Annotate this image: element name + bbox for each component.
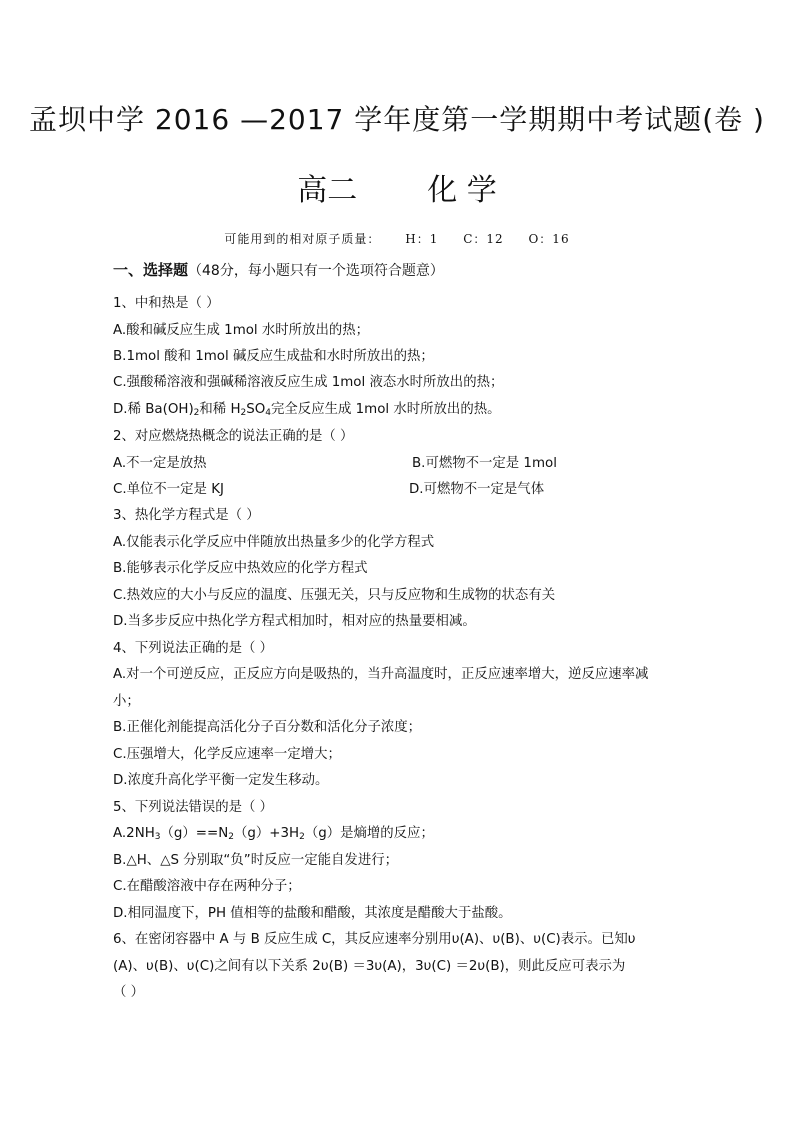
q3-option-a: A.仅能表示化学反应中伴随放出热量多少的化学方程式 bbox=[113, 535, 435, 550]
exam-title: 孟坝中学 2016 —2017 学年度第一学期期中考试题(卷 ) bbox=[29, 103, 765, 136]
q4-stem: 4、下列说法正确的是（ ） bbox=[113, 641, 274, 656]
q2-option-d: D.可燃物不一定是气体 bbox=[409, 482, 545, 497]
masses-label: 可能用到的相对原子质量： bbox=[224, 232, 381, 246]
q1-option-a: A.酸和碱反应生成 1mol 水时所放出的热； bbox=[113, 323, 370, 338]
q4-option-d: D.浓度升高化学平衡一定发生移动。 bbox=[113, 773, 329, 788]
q3-option-c: C.热效应的大小与反应的温度、压强无关，只与反应物和生成物的状态有关 bbox=[113, 588, 556, 603]
q2-option-c: C.单位不一定是 KJ bbox=[113, 482, 224, 497]
q3-option-b: B.能够表示化学反应中热效应的化学方程式 bbox=[113, 561, 368, 576]
q1-option-b: B.1mol 酸和 1mol 碱反应生成盐和水时所放出的热； bbox=[113, 349, 434, 364]
q4-option-b: B.正催化剂能提高活化分子百分数和活化分子浓度； bbox=[113, 720, 422, 735]
q3-stem: 3、热化学方程式是（ ） bbox=[113, 508, 260, 523]
q5-option-d: D.相同温度下，PH 值相等的盐酸和醋酸，其浓度是醋酸大于盐酸。 bbox=[113, 906, 512, 921]
mass-o: O：16 bbox=[528, 232, 570, 246]
mass-c: C：12 bbox=[463, 232, 504, 246]
section-heading bbox=[113, 259, 444, 280]
q4-option-a-line2: 小； bbox=[113, 694, 140, 709]
mass-h: H：1 bbox=[405, 232, 439, 246]
q6-stem-line1: 6、在密闭容器中 A 与 B 反应生成 C，其反应速率分别用υ(A)、υ(B)、υ(C)表示。已知υ bbox=[113, 932, 636, 947]
q5-stem: 5、下列说法错误的是（ ） bbox=[113, 800, 274, 815]
q5-option-c: C.在醋酸溶液中存在两种分子； bbox=[113, 879, 301, 894]
q3-option-d: D.当多步反应中热化学方程式相加时，相对应的热量要相减。 bbox=[113, 614, 476, 629]
q1-option-c: C.强酸稀溶液和强碱稀溶液反应生成 1mol 液态水时所放出的热； bbox=[113, 375, 504, 390]
q2-option-b: B.可燃物不一定是 1mol bbox=[412, 456, 557, 471]
grade-label: 高二 bbox=[297, 173, 358, 208]
q2-option-a: A.不一定是放热 bbox=[113, 456, 207, 471]
q4-option-a-line1: A.对一个可逆反应，正反应方向是吸热的，当升高温度时，正反应速率增大，逆反应速率减 bbox=[113, 667, 649, 682]
atomic-masses bbox=[0, 230, 794, 247]
exam-subtitle bbox=[0, 165, 794, 209]
q6-stem-line3: （ ） bbox=[113, 985, 145, 1000]
subject-label: 化 学 bbox=[427, 173, 497, 208]
q5-option-a: $A.2NH_3(g)==N_2(g)+3H_2(g)$是熵增的反应； bbox=[113, 826, 434, 842]
q4-option-c: C.压强增大，化学反应速率一定增大； bbox=[113, 747, 341, 762]
q6-stem-line2: (A)、υ(B)、υ(C)之间有以下关系 2υ(B) ＝3υ(A)，3υ(C) ＝2υ(B)，则此反应可表示为 bbox=[113, 959, 626, 974]
q1-stem: 1、中和热是（ ） bbox=[113, 296, 220, 311]
q2-stem: 2、对应燃烧热概念的说法正确的是（ ） bbox=[113, 429, 354, 444]
section-title: 一、选择题 bbox=[113, 261, 189, 279]
section-note: （48分，每小题只有一个选项符合题意） bbox=[188, 263, 444, 279]
q5-option-b: B.△H、△S 分别取“负”时反应一定能自发进行； bbox=[113, 853, 398, 868]
q1-option-d: D.稀 $Ba(OH)_2$和稀 $H_2SO_4$完全反应生成 1mol 水时所放出的热。 bbox=[113, 402, 501, 418]
